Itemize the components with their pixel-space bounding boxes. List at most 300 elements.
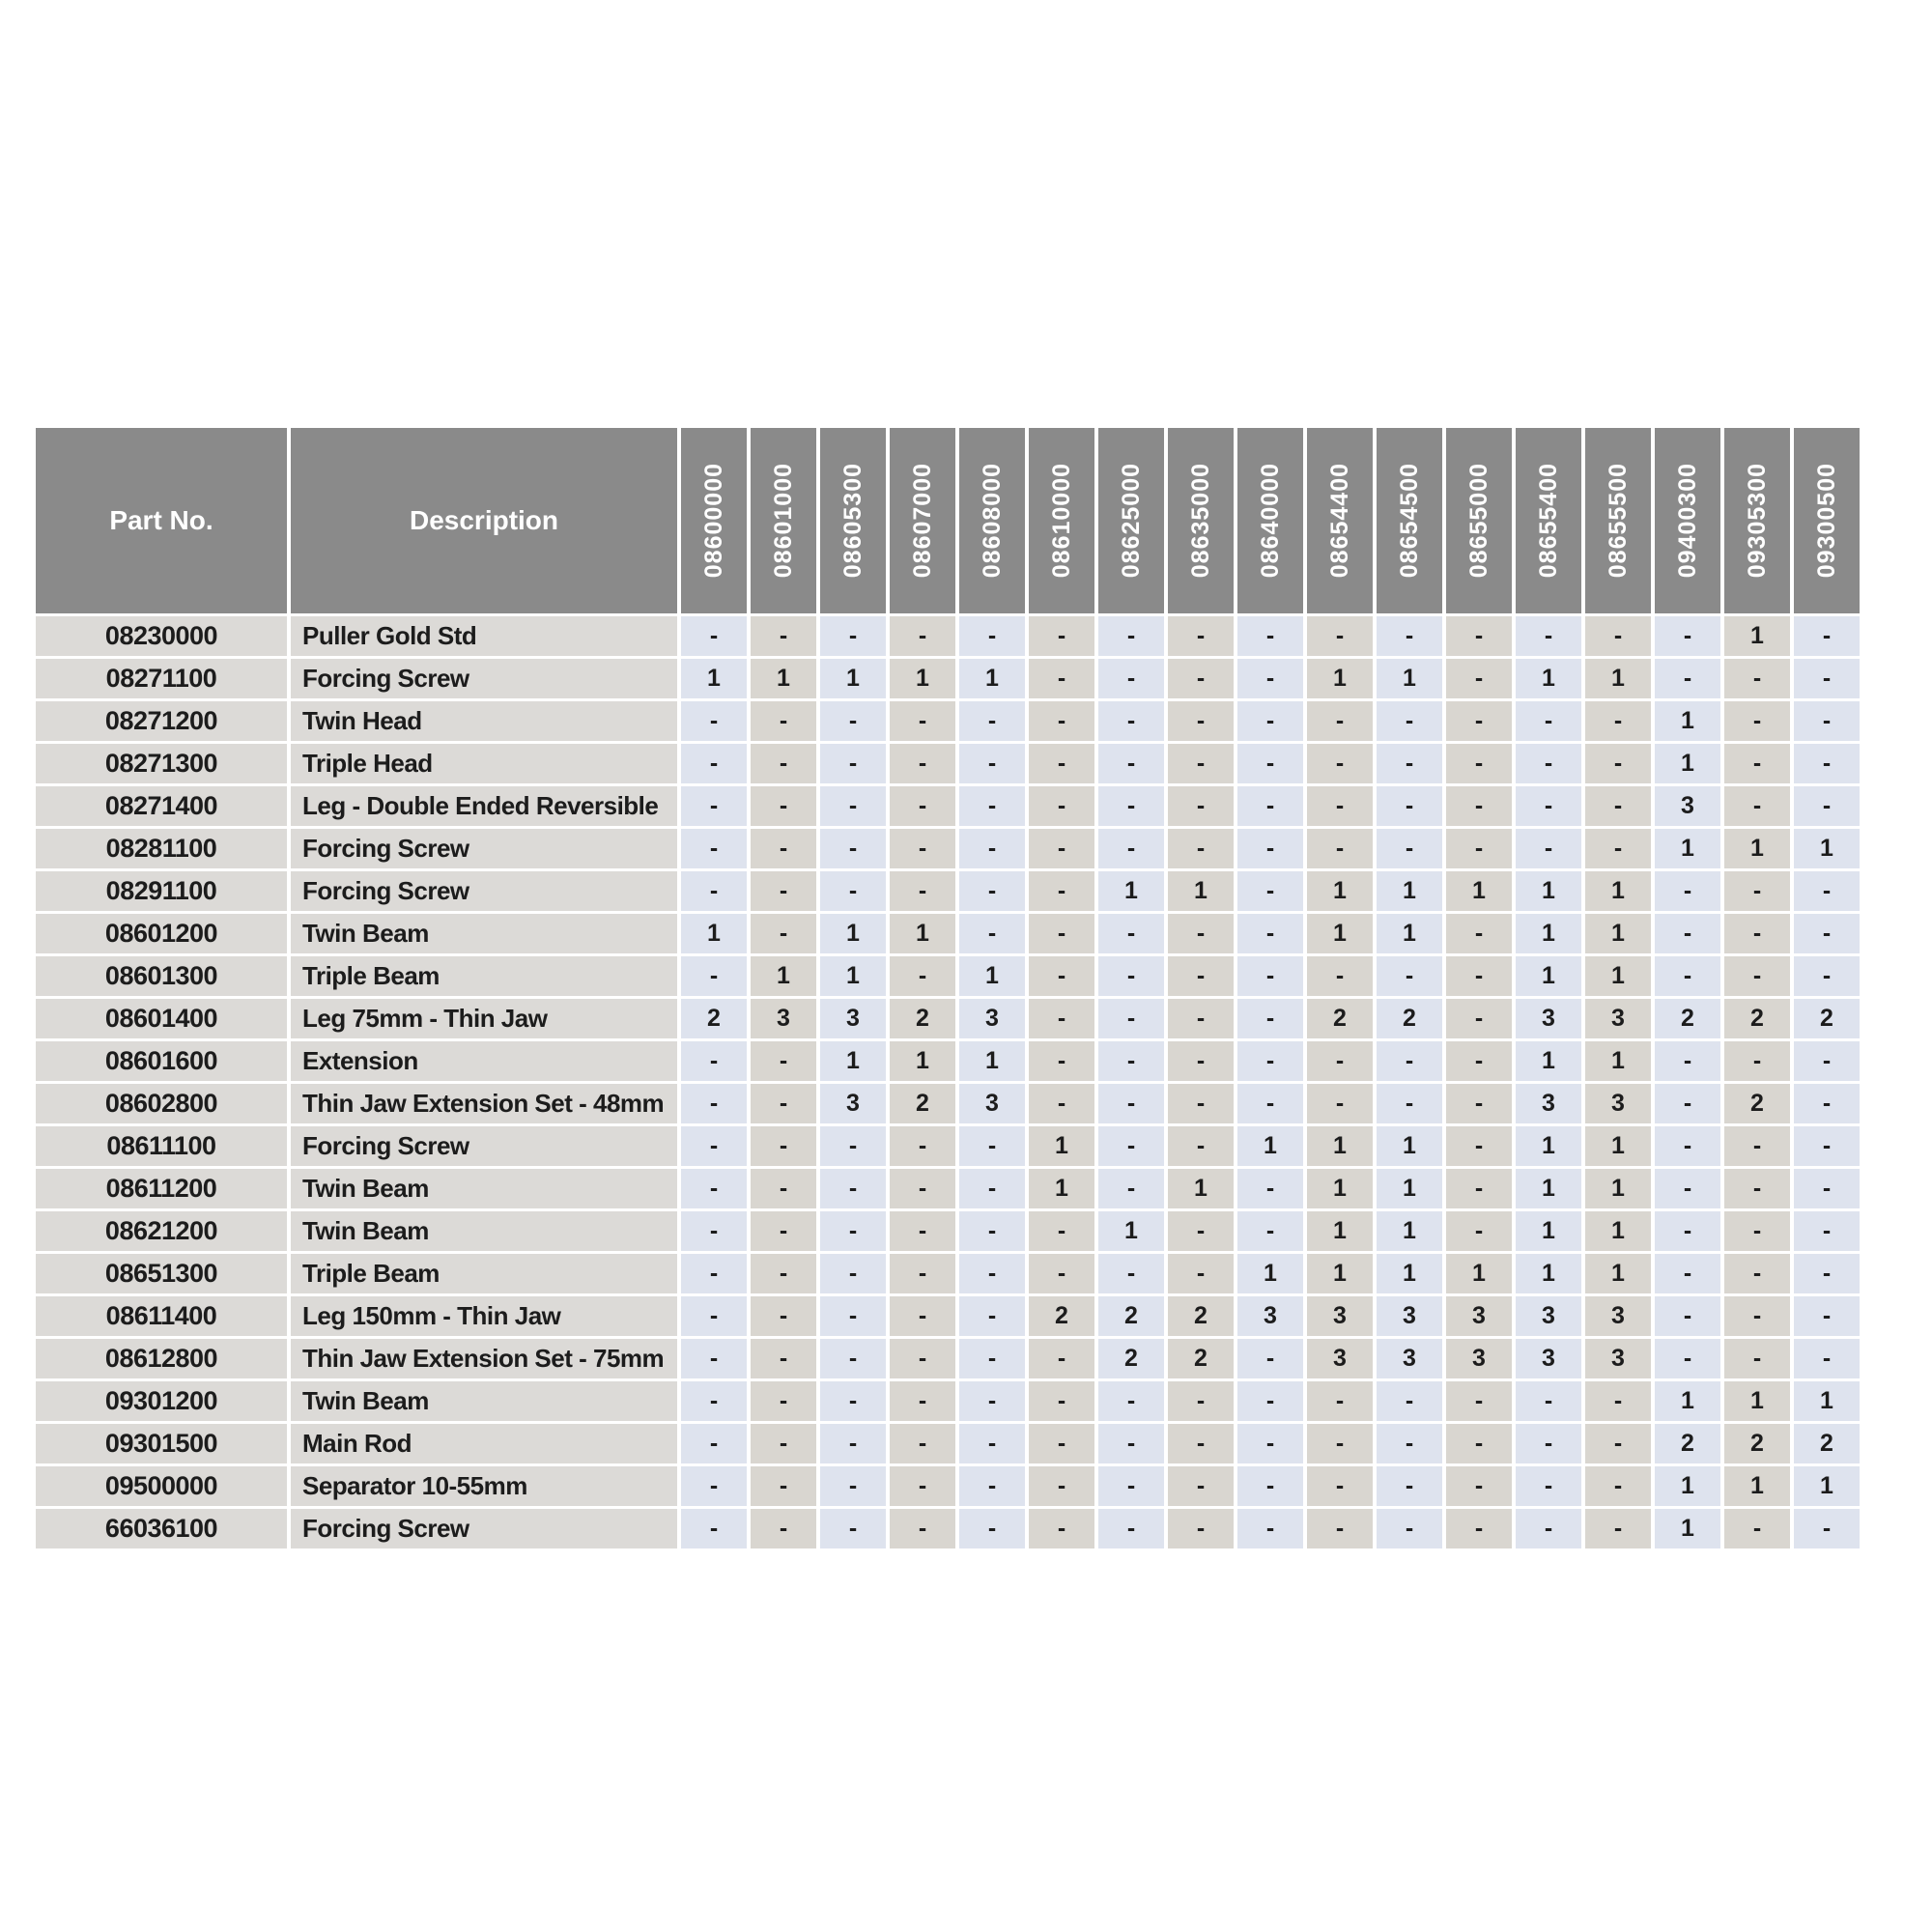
value-cell: - — [1098, 829, 1164, 868]
value-cell: - — [1029, 956, 1094, 996]
part-no-header: Part No. — [36, 428, 287, 613]
value-cell: 1 — [1724, 1466, 1790, 1506]
value-cell: - — [751, 1424, 816, 1463]
value-cell: - — [1794, 616, 1860, 656]
value-cell: - — [1585, 829, 1651, 868]
value-cell: - — [1446, 914, 1512, 953]
value-cell: - — [820, 1339, 886, 1378]
value-cell: 1 — [1724, 616, 1790, 656]
value-cell: - — [1794, 701, 1860, 741]
value-cell: 1 — [1794, 829, 1860, 868]
product-column-code: 08610000 — [1047, 463, 1075, 579]
value-cell: - — [1377, 1381, 1442, 1421]
value-cell: - — [959, 616, 1025, 656]
value-cell: - — [751, 1211, 816, 1251]
product-column-header — [890, 428, 955, 613]
value-cell: - — [1029, 786, 1094, 826]
value-cell: - — [1307, 1424, 1373, 1463]
value-cell: - — [1168, 1084, 1234, 1123]
value-cell: - — [1377, 1424, 1442, 1463]
value-cell: 1 — [1446, 871, 1512, 911]
value-cell: - — [1168, 1466, 1234, 1506]
value-cell: - — [959, 1211, 1025, 1251]
value-cell: - — [681, 786, 747, 826]
value-cell: 1 — [1377, 659, 1442, 698]
value-cell: - — [1794, 1254, 1860, 1293]
value-cell: - — [1446, 701, 1512, 741]
value-cell: - — [1029, 616, 1094, 656]
value-cell: - — [1446, 1126, 1512, 1166]
value-cell: - — [1237, 1169, 1303, 1208]
value-cell: 1 — [1029, 1126, 1094, 1166]
value-cell: - — [1794, 914, 1860, 953]
product-column-code: 09300500 — [1812, 463, 1840, 579]
value-cell: 1 — [1585, 1254, 1651, 1293]
value-cell: - — [751, 1381, 816, 1421]
value-cell: - — [959, 1466, 1025, 1506]
value-cell: 1 — [1446, 1254, 1512, 1293]
value-cell: 1 — [1307, 1126, 1373, 1166]
value-cell: - — [1168, 999, 1234, 1038]
value-cell: 1 — [1307, 659, 1373, 698]
value-cell: 3 — [1516, 1084, 1581, 1123]
value-cell: 1 — [1516, 1041, 1581, 1081]
value-cell: - — [890, 829, 955, 868]
value-cell: - — [820, 701, 886, 741]
value-cell: 2 — [1655, 999, 1720, 1038]
value-cell: - — [1724, 914, 1790, 953]
value-cell: - — [890, 956, 955, 996]
description-cell: Triple Beam — [291, 956, 677, 996]
value-cell: 2 — [1098, 1339, 1164, 1378]
value-cell: - — [1168, 1041, 1234, 1081]
value-cell: - — [1029, 914, 1094, 953]
value-cell: - — [1585, 616, 1651, 656]
value-cell: 3 — [1446, 1339, 1512, 1378]
value-cell: - — [1794, 786, 1860, 826]
value-cell: - — [1655, 1169, 1720, 1208]
description-cell: Forcing Screw — [291, 871, 677, 911]
value-cell: - — [1029, 829, 1094, 868]
value-cell: 1 — [1794, 1466, 1860, 1506]
value-cell: - — [1307, 1381, 1373, 1421]
value-cell: - — [1098, 1041, 1164, 1081]
value-cell: 1 — [681, 659, 747, 698]
value-cell: 1 — [1237, 1126, 1303, 1166]
value-cell: 1 — [1377, 1254, 1442, 1293]
value-cell: - — [820, 829, 886, 868]
value-cell: - — [1446, 1424, 1512, 1463]
value-cell: - — [1029, 999, 1094, 1038]
value-cell: - — [890, 1509, 955, 1548]
value-cell: - — [890, 744, 955, 783]
value-cell: - — [681, 1339, 747, 1378]
value-cell: - — [751, 1169, 816, 1208]
value-cell: - — [1029, 1381, 1094, 1421]
value-cell: - — [1655, 914, 1720, 953]
value-cell: 1 — [1098, 1211, 1164, 1251]
value-cell: - — [1516, 744, 1581, 783]
value-cell: 3 — [1307, 1296, 1373, 1336]
value-cell: - — [1237, 1381, 1303, 1421]
product-column-header — [751, 428, 816, 613]
value-cell: 3 — [751, 999, 816, 1038]
value-cell: - — [1655, 1126, 1720, 1166]
value-cell: - — [1307, 744, 1373, 783]
value-cell: - — [681, 744, 747, 783]
value-cell: 1 — [1237, 1254, 1303, 1293]
value-cell: 1 — [1307, 871, 1373, 911]
value-cell: - — [1585, 1424, 1651, 1463]
value-cell: - — [1098, 1381, 1164, 1421]
value-cell: 1 — [1516, 1169, 1581, 1208]
value-cell: 2 — [1724, 1424, 1790, 1463]
value-cell: - — [1237, 659, 1303, 698]
value-cell: - — [1585, 1509, 1651, 1548]
value-cell: - — [1655, 1254, 1720, 1293]
value-cell: - — [1446, 829, 1512, 868]
value-cell: - — [1237, 1041, 1303, 1081]
value-cell: - — [820, 1169, 886, 1208]
value-cell: 1 — [890, 1041, 955, 1081]
value-cell: - — [1237, 1339, 1303, 1378]
value-cell: - — [1237, 956, 1303, 996]
product-column-code: 08608000 — [978, 463, 1006, 579]
value-cell: - — [1168, 1211, 1234, 1251]
value-cell: 1 — [1585, 1211, 1651, 1251]
value-cell: 3 — [1237, 1296, 1303, 1336]
value-cell: 3 — [1585, 1296, 1651, 1336]
value-cell: 1 — [1377, 914, 1442, 953]
product-column-code: 08635000 — [1186, 463, 1214, 579]
product-column-code: 08654500 — [1395, 463, 1423, 579]
value-cell: - — [1237, 701, 1303, 741]
value-cell: - — [890, 1169, 955, 1208]
value-cell: - — [1098, 914, 1164, 953]
value-cell: - — [751, 616, 816, 656]
value-cell: - — [1377, 829, 1442, 868]
value-cell: - — [1237, 1084, 1303, 1123]
value-cell: - — [1098, 1509, 1164, 1548]
value-cell: 1 — [1516, 956, 1581, 996]
value-cell: 2 — [890, 1084, 955, 1123]
product-column-header — [1237, 428, 1303, 613]
value-cell: - — [751, 829, 816, 868]
value-cell: - — [1029, 659, 1094, 698]
value-cell: 1 — [1724, 1381, 1790, 1421]
value-cell: - — [1655, 1296, 1720, 1336]
product-column-header — [1516, 428, 1581, 613]
value-cell: 1 — [820, 1041, 886, 1081]
value-cell: - — [1098, 1084, 1164, 1123]
part-no-cell: 08611100 — [36, 1126, 287, 1166]
value-cell: - — [681, 1509, 747, 1548]
value-cell: 1 — [1377, 1169, 1442, 1208]
value-cell: - — [751, 1339, 816, 1378]
part-no-cell: 08271100 — [36, 659, 287, 698]
value-cell: - — [1655, 956, 1720, 996]
part-no-cell: 09301500 — [36, 1424, 287, 1463]
value-cell: - — [1237, 829, 1303, 868]
value-cell: - — [1724, 1296, 1790, 1336]
part-no-cell: 08651300 — [36, 1254, 287, 1293]
value-cell: 2 — [1168, 1296, 1234, 1336]
value-cell: - — [751, 1041, 816, 1081]
value-cell: - — [751, 1084, 816, 1123]
value-cell: - — [1168, 956, 1234, 996]
value-cell: - — [890, 1339, 955, 1378]
value-cell: - — [1237, 1424, 1303, 1463]
value-cell: - — [820, 871, 886, 911]
value-cell: - — [1724, 1509, 1790, 1548]
value-cell: - — [1794, 956, 1860, 996]
value-cell: 1 — [1516, 1211, 1581, 1251]
value-cell: - — [1098, 616, 1164, 656]
value-cell: - — [1168, 701, 1234, 741]
value-cell: - — [1655, 1211, 1720, 1251]
value-cell: - — [820, 1424, 886, 1463]
value-cell: 1 — [751, 659, 816, 698]
value-cell: 3 — [959, 999, 1025, 1038]
value-cell: - — [959, 829, 1025, 868]
product-column-code: 08655000 — [1464, 463, 1492, 579]
value-cell: 2 — [1724, 1084, 1790, 1123]
value-cell: - — [681, 1169, 747, 1208]
value-cell: - — [959, 701, 1025, 741]
value-cell: - — [1098, 786, 1164, 826]
value-cell: 3 — [1585, 999, 1651, 1038]
part-no-cell: 08601600 — [36, 1041, 287, 1081]
value-cell: 1 — [1377, 871, 1442, 911]
value-cell: - — [1098, 1126, 1164, 1166]
value-cell: 3 — [1655, 786, 1720, 826]
value-cell: - — [681, 1041, 747, 1081]
product-column-header — [681, 428, 747, 613]
value-cell: - — [1377, 1084, 1442, 1123]
value-cell: - — [820, 1211, 886, 1251]
value-cell: - — [1794, 1296, 1860, 1336]
value-cell: - — [681, 829, 747, 868]
value-cell: - — [1098, 1254, 1164, 1293]
parts-compatibility-table — [36, 428, 1860, 1548]
part-no-cell: 09301200 — [36, 1381, 287, 1421]
value-cell: - — [1168, 786, 1234, 826]
value-cell: 1 — [1377, 1126, 1442, 1166]
value-cell: - — [1794, 744, 1860, 783]
value-cell: 1 — [820, 659, 886, 698]
value-cell: - — [820, 1381, 886, 1421]
value-cell: - — [1098, 701, 1164, 741]
value-cell: - — [681, 616, 747, 656]
product-column-header — [1724, 428, 1790, 613]
value-cell: - — [1655, 1041, 1720, 1081]
value-cell: 2 — [681, 999, 747, 1038]
description-cell: Extension — [291, 1041, 677, 1081]
value-cell: - — [681, 1126, 747, 1166]
value-cell: - — [1655, 659, 1720, 698]
description-cell: Forcing Screw — [291, 1509, 677, 1548]
value-cell: 2 — [1724, 999, 1790, 1038]
value-cell: 3 — [1585, 1084, 1651, 1123]
value-cell: - — [959, 1339, 1025, 1378]
value-cell: - — [1446, 786, 1512, 826]
value-cell: - — [1446, 1509, 1512, 1548]
value-cell: - — [1029, 871, 1094, 911]
value-cell: 2 — [1098, 1296, 1164, 1336]
product-column-header — [1029, 428, 1094, 613]
value-cell: 1 — [1516, 914, 1581, 953]
value-cell: - — [1724, 1211, 1790, 1251]
value-cell: - — [1377, 616, 1442, 656]
value-cell: - — [1377, 1041, 1442, 1081]
part-no-cell: 08621200 — [36, 1211, 287, 1251]
value-cell: - — [890, 1424, 955, 1463]
value-cell: - — [681, 871, 747, 911]
value-cell: - — [1029, 1084, 1094, 1123]
value-cell: 3 — [1516, 999, 1581, 1038]
value-cell: - — [1237, 786, 1303, 826]
description-cell: Twin Beam — [291, 1211, 677, 1251]
product-column-header — [1168, 428, 1234, 613]
value-cell: 1 — [1655, 744, 1720, 783]
value-cell: - — [1307, 701, 1373, 741]
value-cell: 1 — [1098, 871, 1164, 911]
part-no-cell: 08601200 — [36, 914, 287, 953]
value-cell: - — [751, 914, 816, 953]
value-cell: - — [1724, 744, 1790, 783]
value-cell: 2 — [1168, 1339, 1234, 1378]
value-cell: 3 — [1516, 1339, 1581, 1378]
value-cell: - — [1446, 616, 1512, 656]
value-cell: - — [1098, 1169, 1164, 1208]
value-cell: 1 — [1307, 1169, 1373, 1208]
description-cell: Leg 75mm - Thin Jaw — [291, 999, 677, 1038]
value-cell: - — [1724, 956, 1790, 996]
value-cell: - — [1168, 914, 1234, 953]
value-cell: 3 — [959, 1084, 1025, 1123]
part-no-cell: 08271400 — [36, 786, 287, 826]
value-cell: 1 — [959, 956, 1025, 996]
value-cell: - — [1098, 999, 1164, 1038]
description-cell: Separator 10-55mm — [291, 1466, 677, 1506]
description-cell: Forcing Screw — [291, 1126, 677, 1166]
value-cell: - — [1446, 1169, 1512, 1208]
product-column-header — [1307, 428, 1373, 613]
value-cell: 3 — [1585, 1339, 1651, 1378]
value-cell: - — [890, 1381, 955, 1421]
product-column-header — [1377, 428, 1442, 613]
value-cell: - — [1516, 701, 1581, 741]
value-cell: - — [1446, 956, 1512, 996]
value-cell: - — [820, 1466, 886, 1506]
value-cell: - — [1168, 744, 1234, 783]
value-cell: - — [1098, 659, 1164, 698]
value-cell: - — [751, 701, 816, 741]
value-cell: - — [681, 1296, 747, 1336]
product-column-code: 08625000 — [1117, 463, 1145, 579]
value-cell: 3 — [1307, 1339, 1373, 1378]
product-column-code: 08655400 — [1534, 463, 1562, 579]
value-cell: - — [1307, 1041, 1373, 1081]
value-cell: - — [1307, 956, 1373, 996]
value-cell: 2 — [1794, 999, 1860, 1038]
product-column-code: 09400300 — [1673, 463, 1701, 579]
value-cell: - — [1516, 1381, 1581, 1421]
value-cell: - — [1794, 1509, 1860, 1548]
value-cell: - — [751, 1509, 816, 1548]
value-cell: 1 — [1585, 659, 1651, 698]
part-no-cell: 08612800 — [36, 1339, 287, 1378]
value-cell: 2 — [1029, 1296, 1094, 1336]
product-column-code: 08600000 — [699, 463, 727, 579]
description-cell: Twin Beam — [291, 1381, 677, 1421]
description-cell: Forcing Screw — [291, 659, 677, 698]
value-cell: 2 — [890, 999, 955, 1038]
value-cell: 1 — [1307, 1254, 1373, 1293]
value-cell: 1 — [1585, 871, 1651, 911]
product-column-header — [1098, 428, 1164, 613]
description-cell: Thin Jaw Extension Set - 48mm — [291, 1084, 677, 1123]
value-cell: - — [1029, 1041, 1094, 1081]
description-cell: Twin Beam — [291, 914, 677, 953]
value-cell: - — [1307, 616, 1373, 656]
part-no-cell: 66036100 — [36, 1509, 287, 1548]
value-cell: - — [1307, 829, 1373, 868]
value-cell: 1 — [1516, 1126, 1581, 1166]
value-cell: - — [681, 956, 747, 996]
value-cell: - — [1237, 999, 1303, 1038]
value-cell: - — [751, 1296, 816, 1336]
value-cell: 1 — [1585, 1126, 1651, 1166]
product-column-code: 08654400 — [1325, 463, 1353, 579]
value-cell: - — [1307, 1509, 1373, 1548]
description-cell: Twin Beam — [291, 1169, 677, 1208]
value-cell: - — [1724, 659, 1790, 698]
value-cell: 1 — [1585, 1169, 1651, 1208]
value-cell: - — [820, 744, 886, 783]
value-cell: - — [1237, 616, 1303, 656]
value-cell: 3 — [1446, 1296, 1512, 1336]
value-cell: - — [1794, 1211, 1860, 1251]
value-cell: - — [1098, 1466, 1164, 1506]
value-cell: - — [1516, 1509, 1581, 1548]
value-cell: 1 — [1655, 701, 1720, 741]
value-cell: - — [1655, 871, 1720, 911]
value-cell: - — [890, 871, 955, 911]
value-cell: - — [751, 1254, 816, 1293]
description-cell: Puller Gold Std — [291, 616, 677, 656]
value-cell: - — [1029, 701, 1094, 741]
value-cell: - — [681, 1381, 747, 1421]
value-cell: - — [1237, 1509, 1303, 1548]
value-cell: - — [959, 1169, 1025, 1208]
value-cell: - — [1029, 1339, 1094, 1378]
value-cell: 1 — [1794, 1381, 1860, 1421]
value-cell: - — [681, 1084, 747, 1123]
value-cell: - — [1724, 871, 1790, 911]
part-no-cell: 08281100 — [36, 829, 287, 868]
value-cell: - — [959, 1126, 1025, 1166]
value-cell: 1 — [1655, 1509, 1720, 1548]
value-cell: - — [681, 1254, 747, 1293]
part-no-cell: 08611400 — [36, 1296, 287, 1336]
value-cell: - — [681, 1211, 747, 1251]
value-cell: - — [1724, 786, 1790, 826]
value-cell: 1 — [1516, 659, 1581, 698]
product-column-code: 08601000 — [769, 463, 797, 579]
description-cell: Thin Jaw Extension Set - 75mm — [291, 1339, 677, 1378]
value-cell: - — [1446, 999, 1512, 1038]
